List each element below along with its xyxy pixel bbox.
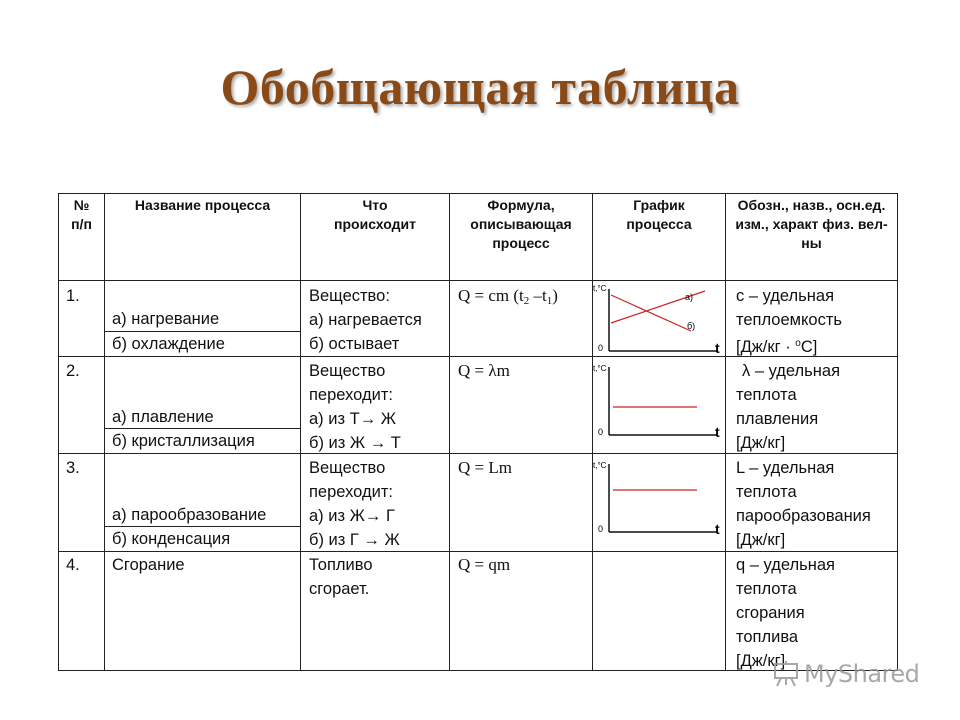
row-2-what-line: б) из Ж → Т: [309, 434, 401, 452]
quantity-line: [736, 332, 842, 359]
graph-label-b: б): [687, 321, 696, 331]
row-3-name-b: б) конденсация: [112, 530, 231, 548]
column-divider: [449, 193, 450, 671]
column-divider: [725, 193, 726, 671]
quantity-line: топлива: [736, 628, 799, 646]
row-2-name-a: а) плавление: [112, 408, 214, 426]
row-3-what-line: а) из Ж→ Г: [309, 507, 395, 525]
row-2-formula: Q = λm: [458, 361, 510, 380]
quantity-line: [Дж/кг]: [736, 652, 786, 670]
graph-y-label: t,°C: [593, 461, 607, 470]
row-1-what: [309, 284, 422, 356]
row-3-quantity: [736, 456, 871, 552]
quantity-line: λ – удельная: [742, 362, 841, 380]
quantity-line: теплота: [736, 483, 797, 501]
header-quantity: Обозн., назв., осн.ед. изм., характ физ. вел-ны: [735, 197, 888, 251]
table-border-top: [58, 193, 898, 194]
header-name: Название процесса: [134, 197, 271, 213]
row-1-what-line: а) нагревается: [309, 311, 422, 329]
page-title: Обобщающая таблица: [220, 59, 740, 115]
quantity-line: теплоемкость: [736, 311, 842, 329]
table-border-right: [897, 193, 898, 671]
row-4-what: [309, 553, 373, 601]
quantity-unit: С]: [800, 338, 818, 356]
formula-part: Q = cm (t: [458, 286, 524, 305]
quantity-line: [Дж/кг]: [736, 531, 786, 549]
graph-zero-label: 0: [598, 524, 604, 534]
row-4-formula: Q = qm: [458, 555, 511, 574]
graph-x-label: t: [715, 424, 720, 440]
row-2-graph: [593, 357, 725, 453]
table-border-left: [58, 193, 59, 671]
row-3-formula: Q = Lm: [458, 458, 512, 477]
formula-subscript: 1: [546, 295, 553, 307]
watermark: [772, 660, 919, 688]
row-2-what-line: переходит:: [309, 386, 393, 404]
row-4-what-line: Топливо: [309, 556, 373, 574]
watermark-text: MyShared: [804, 660, 920, 688]
graph-label-a: а): [685, 292, 694, 302]
formula-part: –t: [529, 286, 547, 305]
quantity-line: q – удельная: [736, 556, 835, 574]
graph-y-label: t,°C: [593, 364, 607, 373]
row-1-what-line: б) остывает: [309, 335, 400, 353]
row-1-what-line: Вещество:: [309, 287, 390, 305]
row-2-quantity: [736, 359, 840, 455]
graph-zero-label: 0: [598, 343, 604, 353]
row-3-what-line: Вещество: [309, 459, 386, 477]
row-4-quantity: [736, 553, 835, 673]
row-1-num: 1.: [66, 287, 80, 305]
quantity-line: парообразования: [736, 507, 871, 525]
row-3-what: [309, 456, 400, 552]
row-divider: [58, 280, 898, 281]
row-4-num: 4.: [66, 556, 80, 574]
quantity-line: теплота: [736, 386, 797, 404]
quantity-line: плавления: [736, 410, 819, 428]
graph-y-label: t,°C: [593, 284, 607, 293]
row-3-graph: [593, 454, 725, 550]
header-formula: Формула, описывающая процесс: [470, 197, 572, 251]
row-3-name-a: а) парообразование: [112, 506, 267, 524]
graph-zero-label: 0: [598, 427, 604, 437]
quantity-line: [Дж/кг]: [736, 434, 786, 452]
row-3-num: 3.: [66, 459, 80, 477]
row-2-what-line: Вещество: [309, 362, 386, 380]
formula-subscript: 2: [523, 295, 530, 307]
header-num: № п/п: [71, 197, 92, 232]
row-1-formula: [458, 284, 558, 313]
quantity-line: теплота: [736, 580, 797, 598]
graph-x-label: t: [715, 340, 720, 356]
degree-superscript: о: [795, 338, 801, 349]
row-3-what-line: переходит:: [309, 483, 393, 501]
column-divider: [104, 193, 105, 671]
quantity-unit: [Дж/кг ·: [736, 338, 796, 356]
row-3-what-line: б) из Г → Ж: [309, 531, 400, 549]
header-graph: График процесса: [626, 197, 692, 232]
row-4-what-line: сгорает.: [309, 580, 370, 598]
presentation-board-icon: [772, 661, 800, 687]
formula-part: ): [552, 286, 558, 305]
header-what: Что происходит: [334, 197, 416, 232]
row-1-quantity: [736, 284, 842, 359]
quantity-line: L – удельная: [736, 459, 835, 477]
graph-x-label: t: [715, 521, 720, 537]
quantity-line: с – удельная: [736, 287, 835, 305]
row-2-name-b: б) кристаллизация: [112, 432, 255, 450]
row-2-num: 2.: [66, 362, 80, 380]
row-4-name: Сгорание: [112, 556, 185, 574]
row-2-what-line: а) из Т→ Ж: [309, 410, 397, 428]
row-2-what: [309, 359, 401, 455]
row-1-graph: [593, 281, 725, 356]
quantity-line: сгорания: [736, 604, 805, 622]
row-1-name-a: а) нагревание: [112, 310, 220, 328]
row-1-name-b: б) охлаждение: [112, 335, 225, 353]
column-divider: [300, 193, 301, 671]
